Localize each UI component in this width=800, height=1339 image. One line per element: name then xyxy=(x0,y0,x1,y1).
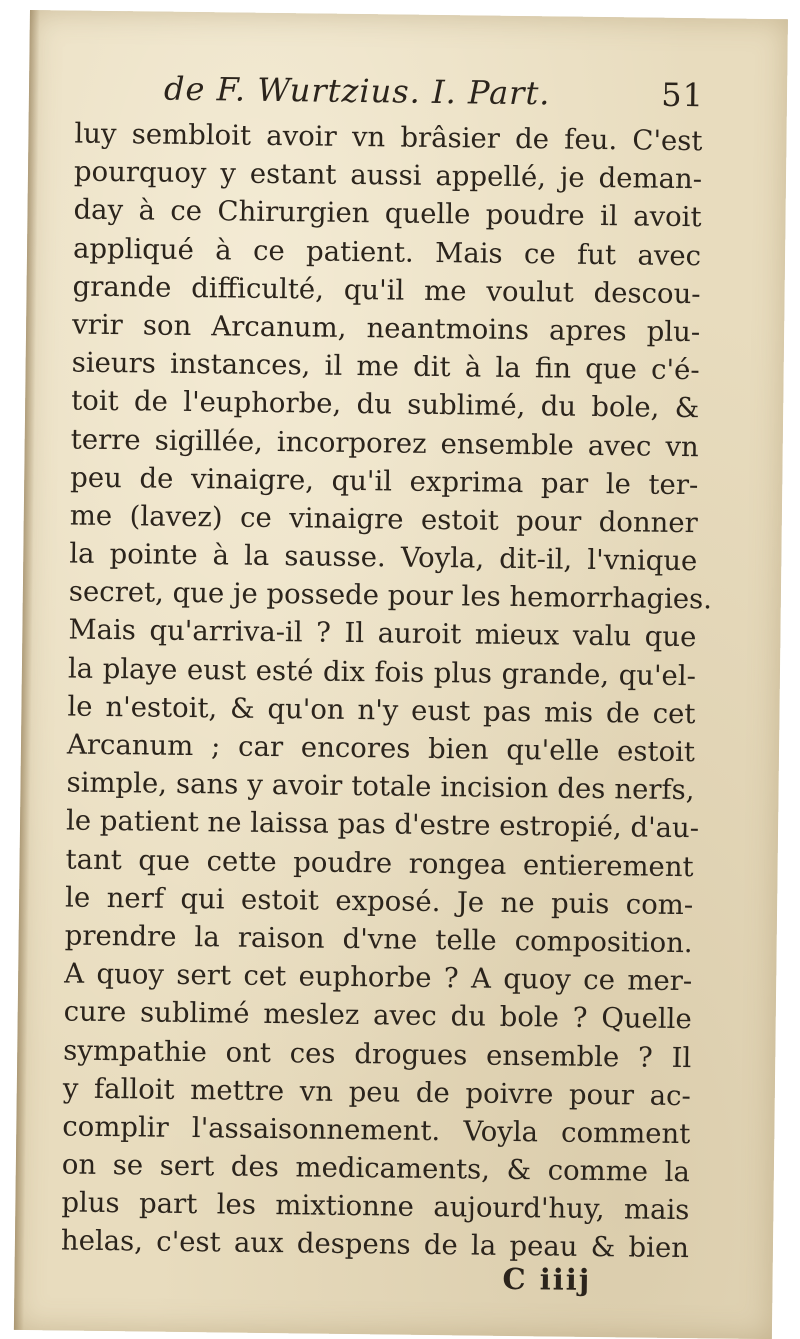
text-line: complir l'assaisonnement. Voyla comment xyxy=(62,1110,691,1151)
text-line: la playe eust esté dix fois plus grande, qu'el- xyxy=(67,652,697,692)
text-line: grande difficulté, qu'il me voulut descou- xyxy=(72,270,701,310)
text-line: y falloit mettre vn peu de poivre pour ac- xyxy=(62,1072,691,1112)
text-line: on se sert des medicaments, & comme la xyxy=(61,1148,691,1189)
body-text xyxy=(60,115,713,1268)
text-line: prendre la raison d'vne telle composition. xyxy=(64,919,693,960)
text-line: Mais qu'arriva-il ? Il auroit mieux valu que xyxy=(68,613,697,654)
text-line: Arcanum ; car encores bien qu'elle estoit xyxy=(66,728,696,769)
text-line: secret, que je possede pour les hemorrhagies. xyxy=(68,575,713,616)
text-line: appliqué à ce patient. Mais ce fut avec xyxy=(72,232,702,272)
text-line: terre sigillée, incorporez ensemble avec vn xyxy=(70,423,699,463)
text-line: toit de l'euphorbe, du sublimé, du bole, & xyxy=(71,384,700,425)
running-title: de F. Wurtzius. I. Part. xyxy=(163,69,551,113)
text-line: sieurs instances, il me dit à la fin que c'é- xyxy=(71,346,700,387)
page-gutter-shadow xyxy=(14,10,40,1330)
text-line: simple, sans y avoir totale incision des nerfs, xyxy=(66,766,695,807)
text-line: peu de vinaigre, qu'il exprima par le ter- xyxy=(70,461,699,501)
signature-mark: C iiij xyxy=(502,1261,592,1297)
page-number: 51 xyxy=(661,75,705,115)
text-line: cure sublimé meslez avec du bole ? Quelle xyxy=(63,995,692,1036)
running-head xyxy=(164,70,704,117)
text-line: le patient ne laissa pas d'estre estropié, d'au- xyxy=(65,804,700,845)
text-line: A quoy sert cet euphorbe ? A quoy ce mer- xyxy=(64,957,693,998)
text-line: sympathie ont ces drogues ensemble ? Il xyxy=(63,1033,692,1074)
text-line: la pointe à la sausse. Voyla, dit-il, l'vnique xyxy=(69,537,698,578)
text-line: me (lavez) ce vinaigre estoit pour donner xyxy=(69,499,698,540)
text-line: pourquoy y estant aussi appellé, je deman- xyxy=(73,155,703,196)
text-line: day à ce Chirurgien quelle poudre il avoit xyxy=(73,193,702,234)
text-line: vrir son Arcanum, neantmoins apres plu- xyxy=(71,308,701,349)
book-page xyxy=(14,10,788,1339)
text-line: le n'estoit, & qu'on n'y eust pas mis de cet xyxy=(67,690,696,730)
text-line: luy sembloit avoir vn brâsier de feu. C'est xyxy=(74,117,703,158)
text-line: plus part les mixtionne aujourd'huy, mais xyxy=(61,1186,690,1227)
text-line: helas, c'est aux despens de la peau & bien xyxy=(60,1224,690,1265)
text-line: le nerf qui estoit exposé. Je ne puis com- xyxy=(64,881,694,921)
text-line: tant que cette poudre rongea entierement xyxy=(65,843,694,883)
